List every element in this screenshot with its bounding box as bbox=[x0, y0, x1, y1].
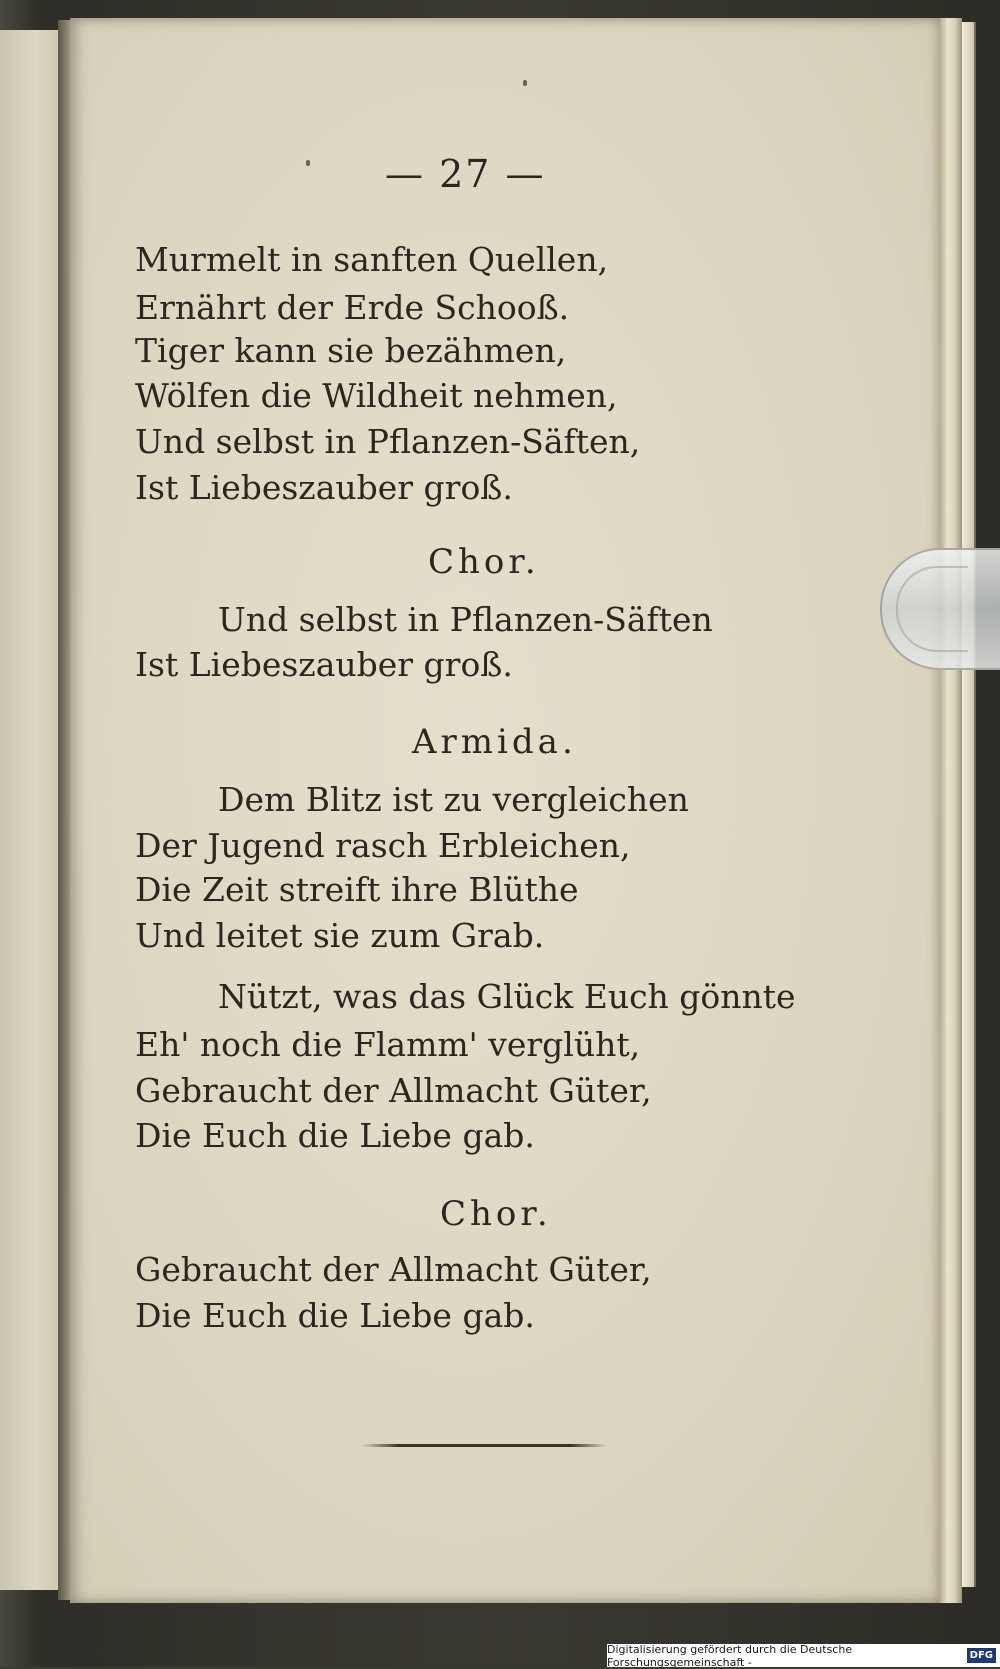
verse-line: Gebraucht der Allmacht Güter, bbox=[135, 1250, 652, 1289]
dfg-logo: DFG bbox=[967, 1648, 996, 1663]
speaker-heading: Chor. bbox=[440, 1194, 552, 1234]
verse-line: Dem Blitz ist zu vergleichen bbox=[218, 780, 689, 819]
verse-line: Eh' noch die Flamm' verglüht, bbox=[135, 1025, 641, 1064]
ink-speck bbox=[523, 80, 527, 86]
verse-line: Gebraucht der Allmacht Güter, bbox=[135, 1071, 652, 1110]
speaker-heading: Armida. bbox=[412, 722, 577, 762]
speaker-heading: Chor. bbox=[428, 542, 540, 582]
verse-line: Ist Liebeszauber groß. bbox=[135, 468, 513, 507]
previous-page-edge bbox=[0, 30, 61, 1590]
verse-line: Und selbst in Pflanzen-Säften bbox=[218, 600, 713, 639]
verse-line: Nützt, was das Glück Euch gönnte bbox=[218, 977, 796, 1016]
end-rule bbox=[362, 1444, 607, 1447]
ink-speck bbox=[306, 160, 310, 166]
verse-line: Tiger kann sie bezähmen, bbox=[135, 331, 567, 370]
digitization-credit bbox=[607, 1644, 1000, 1667]
verse-line: Der Jugend rasch Erbleichen, bbox=[135, 826, 631, 865]
credit-text: Digitalisierung gefördert durch die Deutsche Forschungsgemeinschaft - bbox=[607, 1642, 853, 1669]
verse-line: Die Euch die Liebe gab. bbox=[135, 1116, 535, 1155]
clip-inner-ring bbox=[896, 566, 968, 652]
plastic-page-clip bbox=[880, 548, 1000, 670]
verse-line: Murmelt in sanften Quellen, bbox=[135, 240, 609, 279]
verse-line: Die Zeit streift ihre Blüthe bbox=[135, 870, 579, 909]
verse-line: Ernährt der Erde Schooß. bbox=[135, 288, 570, 327]
verse-line: Und selbst in Pflanzen-Säften, bbox=[135, 422, 641, 461]
page-number: — 27 — bbox=[385, 152, 546, 196]
verse-line: Die Euch die Liebe gab. bbox=[135, 1296, 535, 1335]
page-fore-edge-outer bbox=[962, 22, 976, 1587]
verse-line: Ist Liebeszauber groß. bbox=[135, 645, 513, 684]
verse-line: Wölfen die Wildheit nehmen, bbox=[135, 376, 618, 415]
verse-line: Und leitet sie zum Grab. bbox=[135, 916, 545, 955]
page-fore-edge bbox=[940, 18, 962, 1603]
